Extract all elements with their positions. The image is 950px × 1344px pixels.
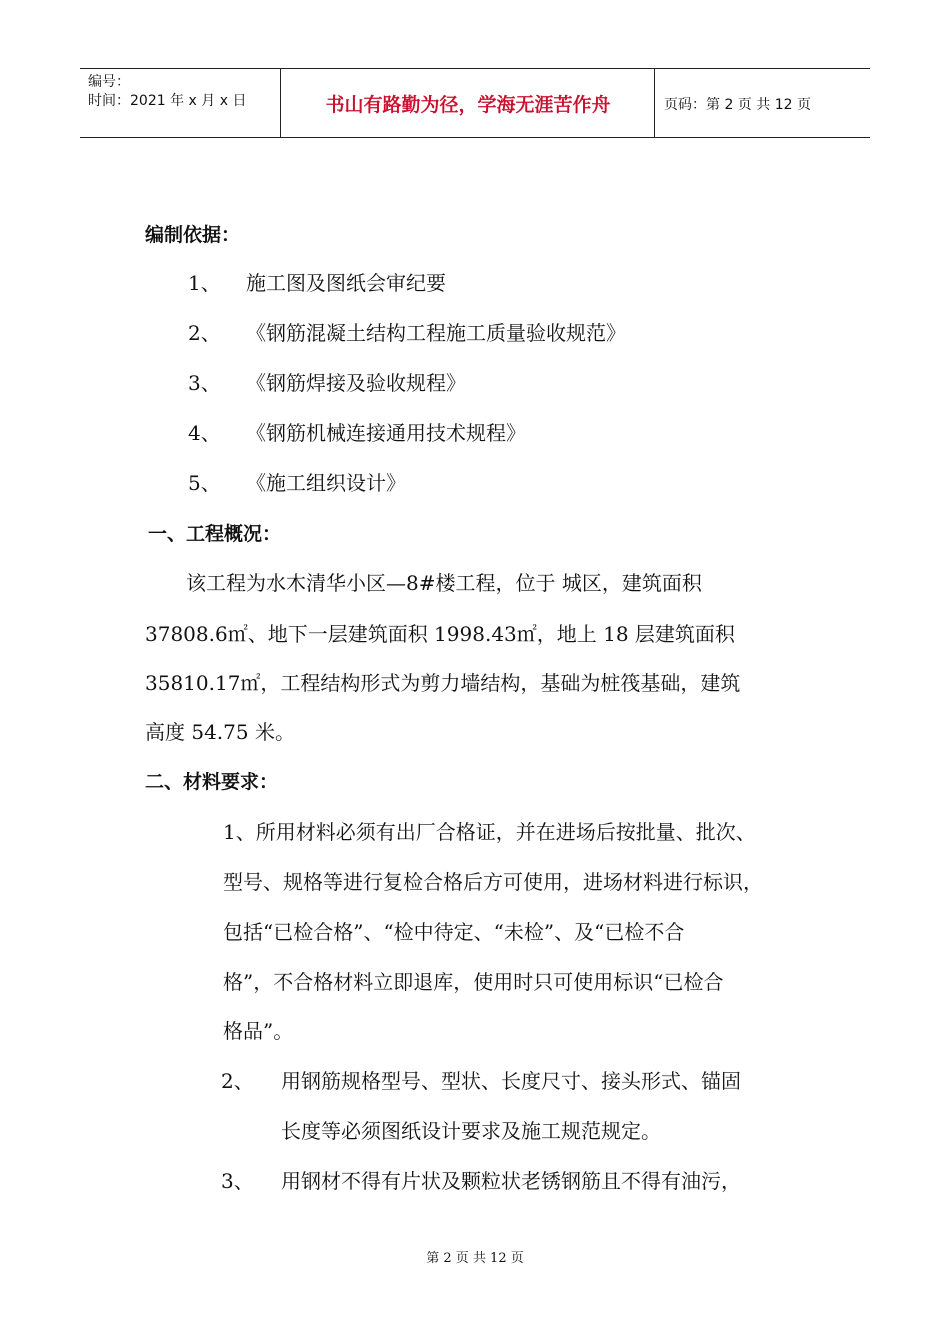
header-divider [654,69,655,137]
materials-line: 长度等必须图纸设计要求及施工规范规定。 [281,1119,661,1143]
basis-item-text: 《施工组织设计》 [246,471,406,495]
materials-heading: 二、材料要求： [145,771,279,793]
document-number-label: 编号： [88,74,130,90]
materials-item-num: 2、 [221,1069,254,1093]
basis-item-text: 施工图及图纸会审纪要 [246,271,446,295]
header-page-info: 页码：第 2 页 共 12 页 [664,97,811,113]
document-date: 时间：2021 年 x 月 x 日 [88,93,247,109]
materials-line: 格”，不合格材料立即退库，使用时只可使用标识“已检合 [223,970,724,994]
page-header [80,68,870,138]
basis-item-num: 2、 [188,321,221,345]
header-info [88,73,246,111]
overview-heading: 一、工程概况： [148,523,282,545]
overview-line: 该工程为水木清华小区—8#楼工程，位于 城区，建筑面积 [186,571,702,595]
basis-item-num: 1、 [188,271,221,295]
header-motto: 书山有路勤为径，学海无涯苦作舟 [325,93,611,116]
overview-line: 37808.6㎡、地下一层建筑面积 1998.43㎡，地上 18 层建筑面积 [145,622,735,646]
basis-item-text: 《钢筋焊接及验收规程》 [246,371,466,395]
materials-line: 用钢筋规格型号、型状、长度尺寸、接头形式、锚固 [281,1069,741,1093]
basis-item-text: 《钢筋机械连接通用技术规程》 [246,421,526,445]
basis-item-text: 《钢筋混凝土结构工程施工质量验收规范》 [246,321,626,345]
overview-line: 高度 54.75 米。 [145,720,295,744]
materials-line: 包括“已检合格”、“检中待定、“未检”、及“已检不合 [223,920,685,944]
overview-line: 35810.17㎡，工程结构形式为剪力墙结构，基础为桩筏基础，建筑 [145,671,741,695]
basis-item-num: 3、 [188,371,221,395]
materials-line: 格品”。 [223,1019,294,1043]
basis-item-num: 5、 [188,471,221,495]
materials-line: 1、所用材料必须有出厂合格证，并在进场后按批量、批次、 [223,820,756,844]
page-footer: 第 2 页 共 12 页 [426,1251,524,1266]
materials-line: 型号、规格等进行复检合格后方可使用，进场材料进行标识， [223,870,763,894]
header-divider [280,69,281,137]
materials-item-num: 3、 [221,1169,254,1193]
materials-line: 用钢材不得有片状及颗粒状老锈钢筋且不得有油污， [281,1169,741,1193]
basis-item-num: 4、 [188,421,221,445]
basis-heading: 编制依据： [145,224,241,246]
